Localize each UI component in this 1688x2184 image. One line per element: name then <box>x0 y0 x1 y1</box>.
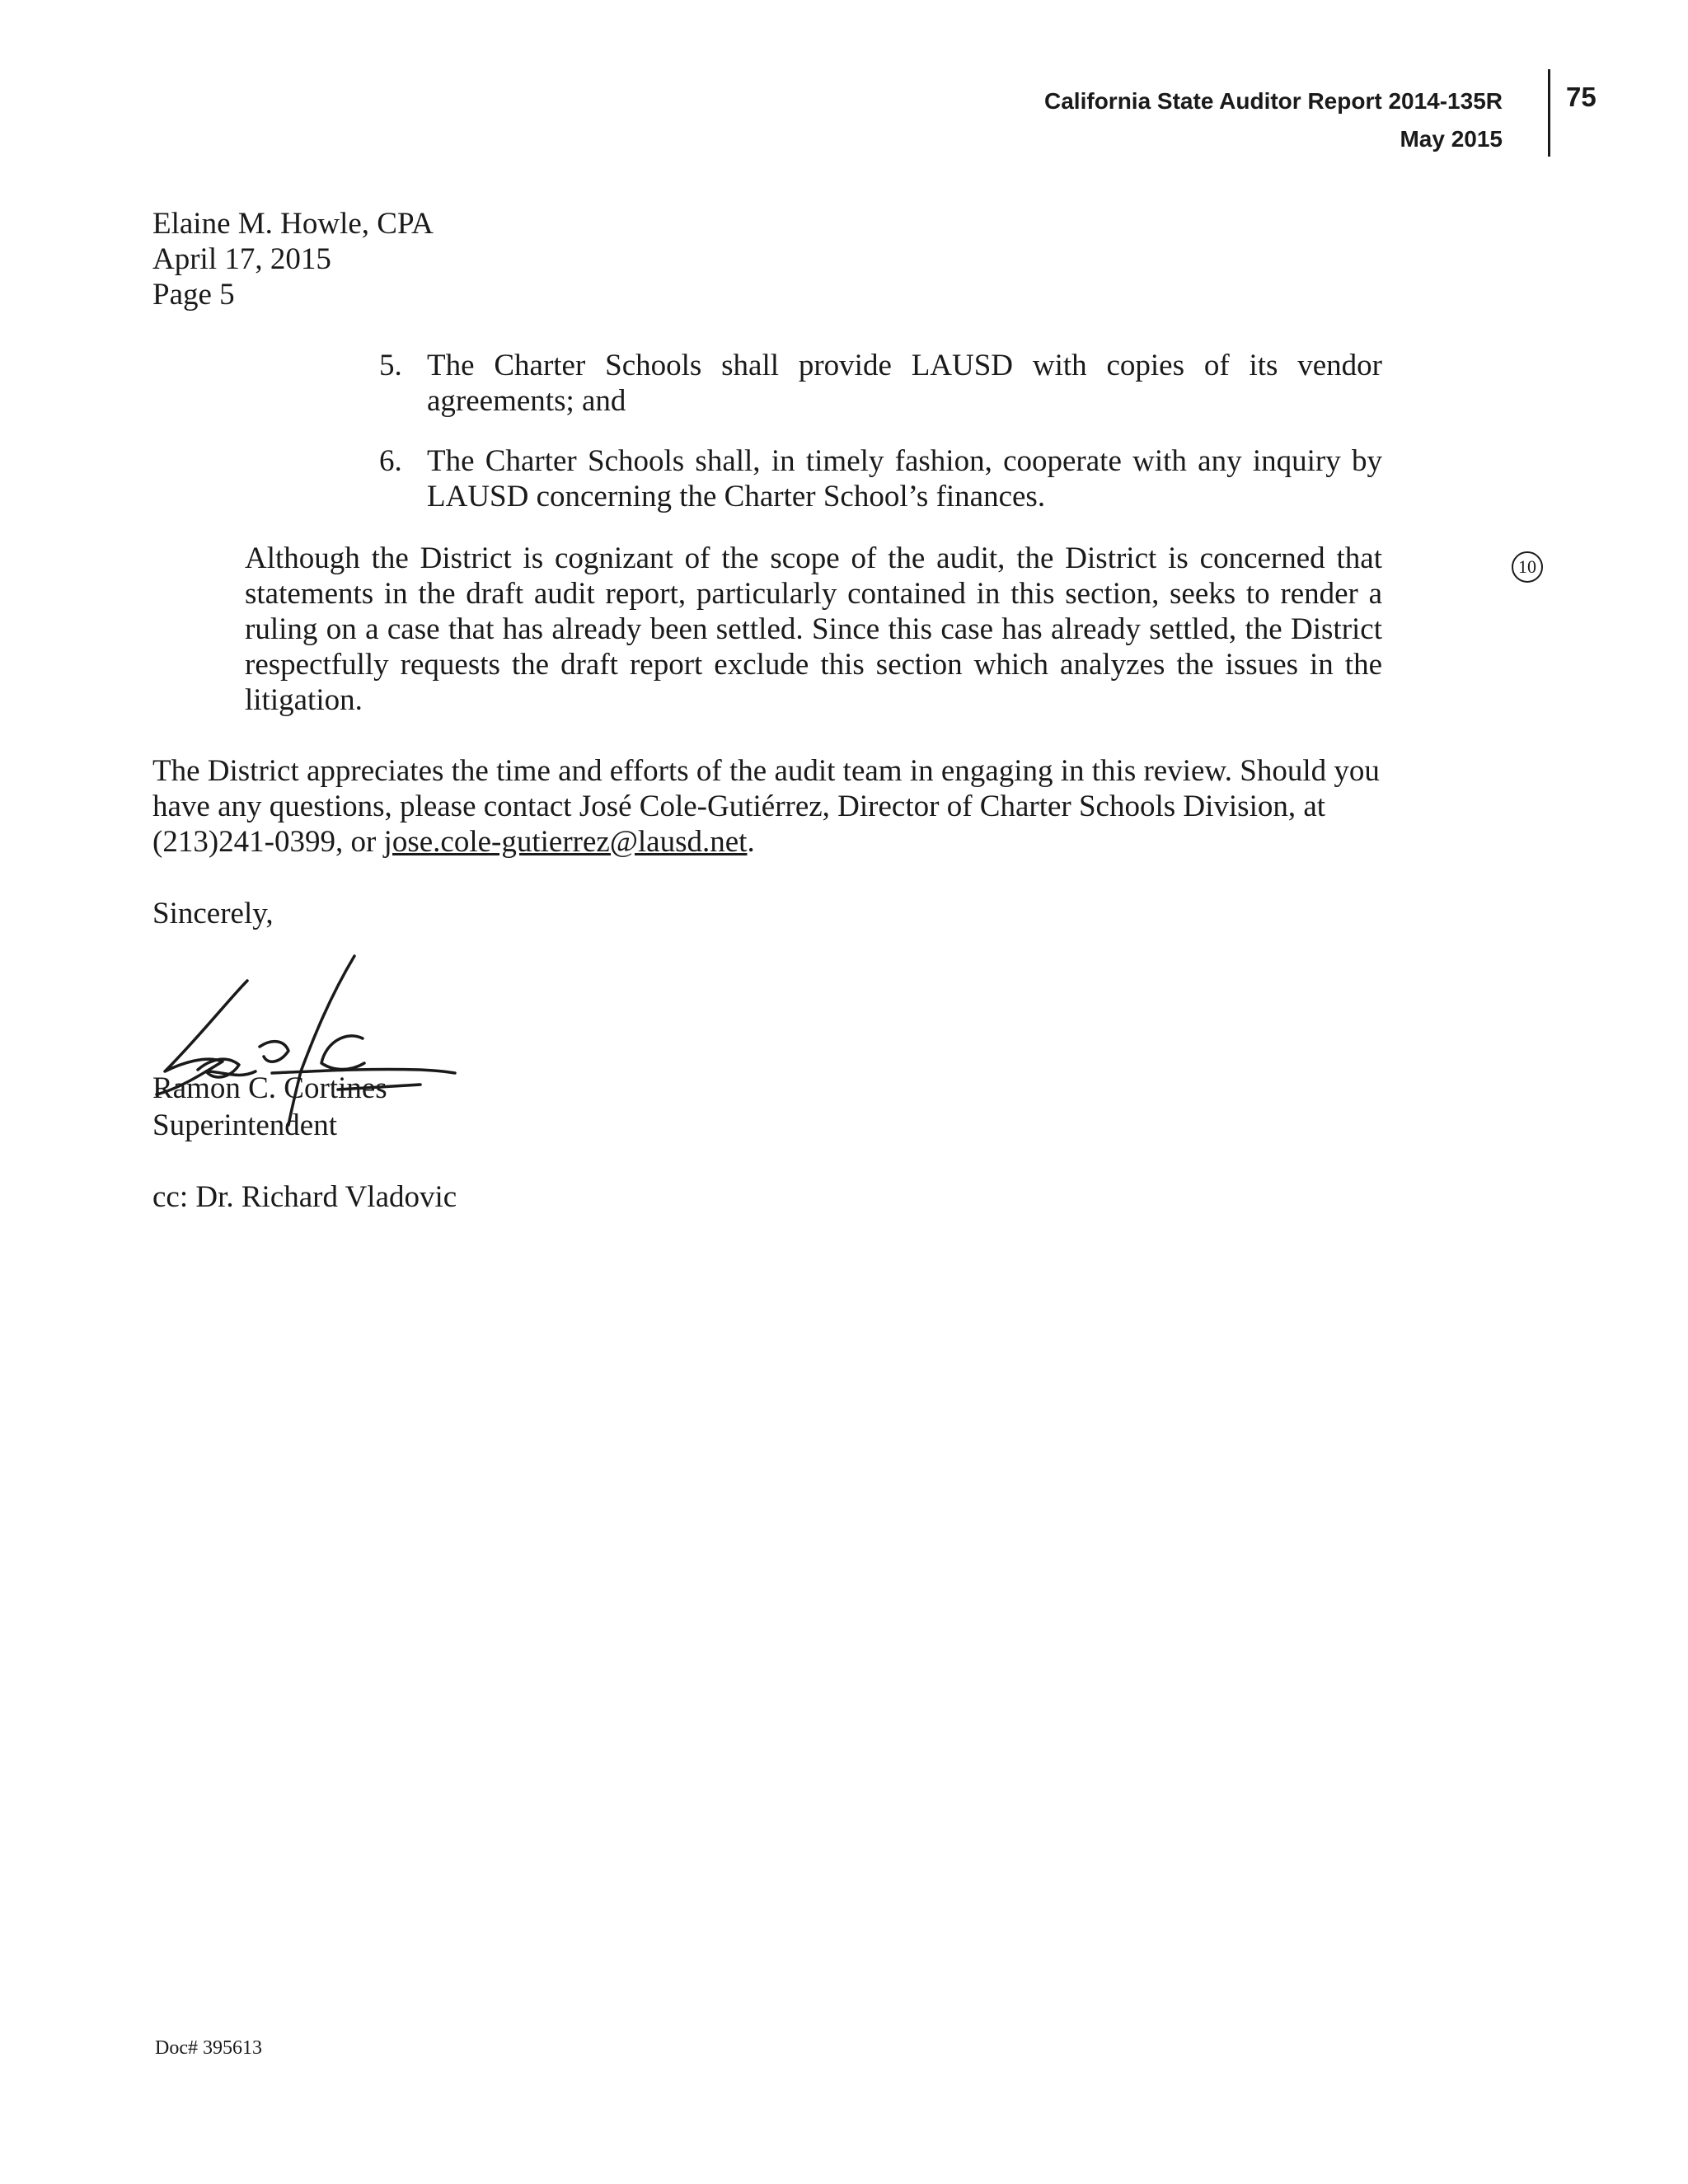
header-divider <box>1548 69 1550 157</box>
doc-number: Doc# 395613 <box>155 2037 262 2059</box>
closing: Sincerely, <box>152 897 274 930</box>
list-item-text: The Charter Schools shall, in timely fashion, cooperate with any inquiry by LAUSD concerning the Charter School’s finances. <box>427 444 1382 513</box>
list-item-5 <box>379 348 1382 419</box>
addressee-block <box>152 206 434 312</box>
report-header <box>1044 82 1503 158</box>
comment-marker: 10 <box>1512 551 1543 583</box>
email-link[interactable]: jose.cole-gutierrez@lausd.net <box>383 825 748 859</box>
list-item <box>379 443 1382 514</box>
addressee-name: Elaine M. Howle, CPA <box>152 207 434 241</box>
list-item-text: The Charter Schools shall provide LAUSD with copies of its vendor agreements; and <box>427 349 1382 418</box>
cc-line: cc: Dr. Richard Vladovic <box>152 1180 457 1214</box>
page-number: 75 <box>1566 82 1597 112</box>
letter-page: Page 5 <box>152 278 235 312</box>
report-date: May 2015 <box>1400 126 1503 152</box>
list-item-number: 6. <box>379 444 402 478</box>
list-item <box>379 348 1382 419</box>
paragraph-thanks <box>152 753 1381 860</box>
report-title: California State Auditor Report 2014-135R <box>1044 88 1503 114</box>
paragraph-although: Although the District is cognizant of the scope of the audit, the District is concerned that statements in the draft audit report, particularly contained in this section, seeks to render a ruling on a case that has already been settled. Since this case has already settled, the District respectfully requests the draft report exclude this section which analyzes the issues in the litigation. <box>245 541 1382 717</box>
letter-date: April 17, 2015 <box>152 242 331 276</box>
list-item-6 <box>379 443 1382 514</box>
signer-title: Superintendent <box>152 1108 338 1142</box>
paragraph-thanks-end: . <box>747 825 755 859</box>
signer-name: Ramon C. Cortines <box>152 1071 387 1105</box>
paragraph-thanks-text: The District appreciates the time and efforts of the audit team in engaging in this review. Should you have any questions, please contact José Cole-Gutiérrez, Director of Charter Schools Division, at (213)241-0399, or <box>152 754 1380 859</box>
list-item-number: 5. <box>379 349 402 382</box>
